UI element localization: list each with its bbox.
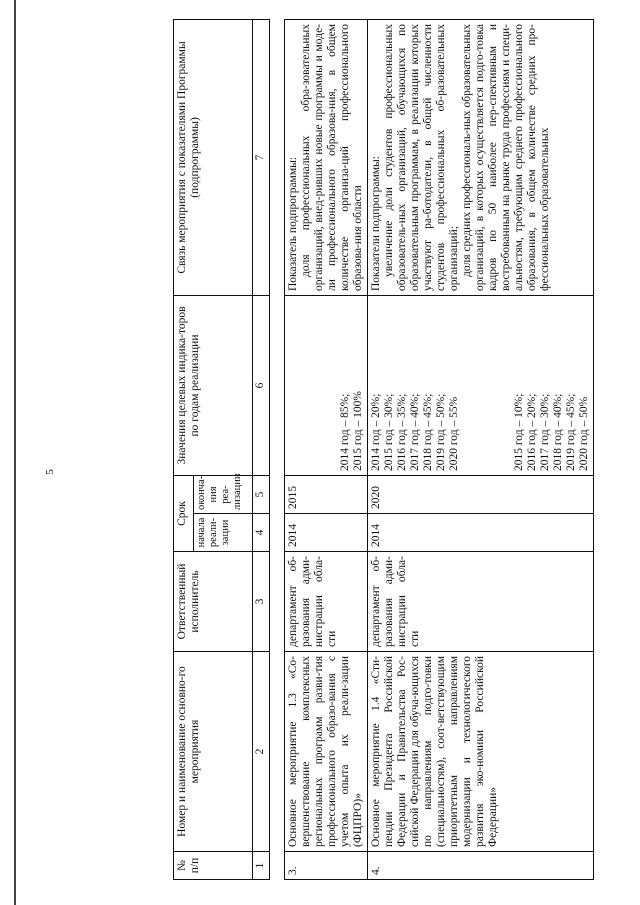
indicator-line: 2016 год – 35%; — [396, 393, 408, 471]
row-num: 3. — [285, 852, 368, 880]
activities-table-body — [284, 19, 594, 880]
indicator-line: 2017 год – 30%; — [539, 393, 551, 471]
column-number: 1 — [253, 852, 270, 880]
header-row — [174, 19, 194, 879]
indicator-line: 2019 год – 45%; — [565, 393, 577, 471]
indicator-line: 2015 год – 10%; — [513, 393, 525, 471]
link-text: доля профессиональных обра-зовательных организаций, внед-ривших новые программы и моде-ли профессионального образова-ния, в общем количестве организа-ций профессионального образова-ния области — [300, 24, 364, 291]
page-number: 5 — [43, 469, 56, 475]
row-indicators — [368, 296, 594, 476]
row-executor: департамент об-разования адми-нистрации обла-сти — [285, 552, 368, 652]
row-start: 2014 — [368, 514, 594, 552]
indicator-line: 2015 год – 100% — [352, 391, 364, 471]
table-row — [285, 20, 368, 880]
indicator-line: 2017 год – 40%; — [409, 393, 421, 471]
header-term: Срок — [174, 475, 194, 551]
row-indicators — [285, 296, 368, 476]
column-number: 5 — [253, 475, 270, 513]
indicator-line: 2018 год – 45%; — [422, 393, 434, 471]
column-number: 3 — [253, 552, 270, 652]
column-number: 7 — [253, 19, 270, 295]
indicator-line: 2018 год – 40%; — [552, 393, 564, 471]
row-num: 4. — [368, 852, 594, 880]
indicator-line: 2019 год – 50%; — [435, 393, 447, 471]
table-row — [368, 20, 594, 880]
link-text: увеличение доли студентов профессиональных образователь-ных организаций, обучающихся по образовательным программам, в реализации которых участвуют ра-ботодатели, в общей численности студентов профессиональных об-разовательных организаций; — [383, 24, 460, 291]
link-heading: Показатели подпрограммы: — [370, 156, 382, 291]
column-number-row — [253, 19, 270, 879]
row-end: 2015 — [285, 476, 368, 514]
rotated-page — [173, 20, 640, 880]
header-name: Номер и наименование основно-го мероприятия — [174, 652, 253, 852]
header-end: оконча-ния реа-лизации — [194, 475, 253, 513]
column-number: 2 — [253, 652, 270, 852]
indicator-line: 2020 год – 50% — [578, 396, 590, 471]
header-indicators: Значения целевых индика-торов по годам реализации — [174, 295, 253, 475]
link-text: доля средних профессиональ-ных образовательных организаций, в которых осуществляется подго-товка кадров по 50 наиболее пер-спективным и востребованным на рынке труда профессиям и специ-альностям, требующим среднего профессионального образования, в общем количестве средних про-фессиональных образовательных — [461, 24, 551, 291]
header-num: № п/п — [174, 852, 253, 880]
row-name: Основное мероприятие 1.3 «Со-вершенствование комплексных региональных программ разви-тия профессионального образо-вания с учетом опыта их реали-зации (ФЦПРО)» — [285, 652, 368, 852]
header-start: начала реали-зации — [194, 514, 253, 552]
row-end: 2020 — [368, 476, 594, 514]
header-link: Связь мероприятия с показателями Программы (подпрограммы) — [174, 19, 253, 295]
header-executor: Ответственный исполнитель — [174, 552, 253, 652]
activities-table — [173, 19, 270, 880]
scan-edge — [14, 0, 16, 905]
link-heading: Показатель подпрограммы: — [287, 156, 299, 291]
indicator-line: 2015 год – 30%; — [383, 393, 395, 471]
indicator-line: 2016 год – 20%; — [526, 393, 538, 471]
indicator-line: 2014 год – 85%; — [339, 393, 351, 471]
row-start: 2014 — [285, 514, 368, 552]
column-number: 6 — [253, 295, 270, 475]
row-name: Основное мероприятие 1.4 «Сти-пендии Президента Российской Федерации и Правительства Рос-сийской Федерации для обуча-ющихся по направлениям подго-товки (специальностям), соот-ветствующим приоритетным направлениям модернизации и технологического развития эко-номики Российской Федерации» — [368, 652, 594, 852]
row-link — [368, 20, 594, 296]
column-number: 4 — [253, 514, 270, 552]
indicator-line: 2014 год – 20%; — [370, 393, 382, 471]
row-link — [285, 20, 368, 296]
row-executor: департамент об-разования адми-нистрации обла-сти — [368, 552, 594, 652]
indicator-line: 2020 год – 55% — [448, 396, 460, 471]
